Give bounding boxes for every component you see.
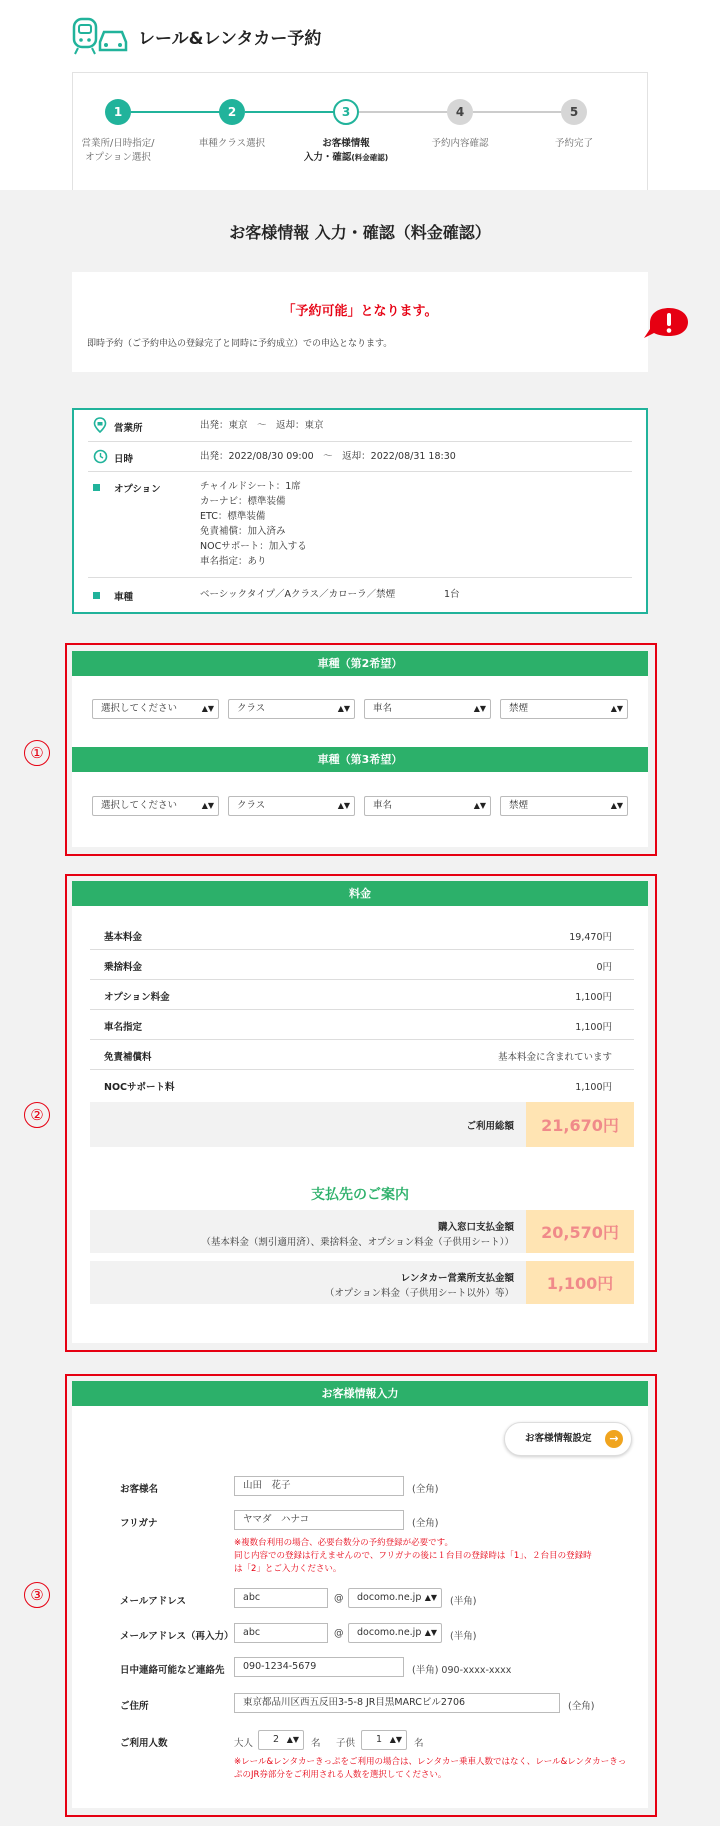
price-row-basic: 基本料金 19,470円: [90, 920, 634, 950]
map-pin-icon: [93, 417, 107, 433]
price-row-cdw: 免責補償料 基本料金に含まれています: [90, 1040, 634, 1070]
pay-office-label: レンタカー営業所支払金額: [400, 1273, 514, 1284]
step-1-circle: 1: [105, 99, 131, 125]
kana-label: フリガナ: [120, 1518, 158, 1529]
select-arrows-icon: ▲▼: [201, 704, 214, 713]
name-input[interactable]: 山田 花子: [234, 1476, 404, 1496]
people-label: ご利用人数: [120, 1738, 168, 1749]
pay-window-sub: （基本料金（割引適用済）、乗捨料金、オプション料金（子供用シート））: [201, 1237, 514, 1248]
total-label: ご利用総額: [466, 1121, 514, 1132]
reservation-summary: [72, 408, 648, 614]
marker-1: ①: [24, 740, 50, 766]
second-choice-heading: 車種（第2希望）: [72, 651, 648, 676]
marker-3: ③: [24, 1582, 50, 1608]
select-arrows-icon: ▲▼: [473, 801, 486, 810]
summary-row-options: [88, 472, 632, 578]
select-arrows-icon: ▲▼: [389, 1735, 402, 1744]
email2-at: @: [334, 1628, 344, 1639]
total-row: [90, 1102, 634, 1147]
step-connector: [359, 111, 459, 113]
third-choice-heading: 車種（第3希望）: [72, 747, 648, 772]
step-2-circle: 2: [219, 99, 245, 125]
kana-note: (全角): [412, 1518, 439, 1529]
select-arrows-icon: ▲▼: [610, 801, 623, 810]
step-connector: [245, 111, 345, 113]
address-label: ご住所: [120, 1701, 149, 1712]
total-value: 21,670円: [526, 1102, 634, 1147]
pay-window-label: 購入窓口支払金額: [437, 1222, 514, 1233]
square-bullet-icon: [93, 484, 100, 491]
price-row-carname: 車名指定 1,100円: [90, 1010, 634, 1040]
email2-domain-select[interactable]: docomo.ne.jp ▲▼: [348, 1623, 442, 1643]
step-1-label: 営業所/日時指定/ オプション選択: [81, 138, 155, 163]
select-arrows-icon: ▲▼: [286, 1735, 299, 1744]
select-arrows-icon: ▲▼: [337, 704, 350, 713]
adult-label: 大人: [234, 1738, 254, 1749]
train-car-logo-icon: [72, 16, 130, 56]
datetime-label: 日時: [114, 454, 134, 465]
page-title: お客様情報 入力・確認（料金確認）: [229, 223, 491, 242]
email2-note: (半角): [450, 1631, 477, 1642]
pay-window-value: 20,570円: [526, 1210, 634, 1253]
second-type-select[interactable]: 選択してください ▲▼: [92, 699, 219, 719]
address-note: (全角): [568, 1701, 595, 1712]
select-arrows-icon: ▲▼: [473, 704, 486, 713]
select-arrows-icon: ▲▼: [424, 1593, 437, 1602]
kana-warning: ※複数台利用の場合、必要台数分の予約登録が必要です。 同じ内容での登録は行えませんので、フリガナの後に１台目の登録時は「1」、２台目の登録時 は「2」とご入力ください。: [234, 1538, 592, 1574]
email-note: (半角): [450, 1596, 477, 1607]
progress-stepper: [72, 72, 648, 190]
address-input[interactable]: 東京都品川区西五反田3-5-8 JR目黒MARCビル2706: [234, 1693, 560, 1713]
kana-input[interactable]: ヤマダ ハナコ: [234, 1510, 404, 1530]
select-arrows-icon: ▲▼: [610, 704, 623, 713]
email2-user-input[interactable]: abc: [234, 1623, 328, 1643]
price-row-option: オプション料金 1,100円: [90, 980, 634, 1010]
child-label: 子供: [336, 1738, 356, 1749]
notice-heading: 「予約可能」となります。: [282, 304, 438, 319]
select-arrows-icon: ▲▼: [337, 801, 350, 810]
step-4-label: 予約内容確認: [431, 138, 489, 149]
pay-office-row: [90, 1261, 634, 1304]
name-note: (全角): [412, 1484, 439, 1495]
summary-row-datetime: [88, 442, 632, 472]
step-3-circle: 3: [333, 99, 359, 125]
office-value: 出発：東京 ～ 返却：東京: [200, 420, 324, 431]
datetime-value: 出発：2022/08/30 09:00 ～ 返却：2022/08/31 18:30: [200, 451, 456, 462]
phone-label: 日中連絡可能など連絡先: [120, 1665, 225, 1676]
payment-heading: 支払先のご案内: [311, 1187, 409, 1203]
office-label: 営業所: [114, 423, 143, 434]
email-domain-select[interactable]: docomo.ne.jp ▲▼: [348, 1588, 442, 1608]
price-heading: 料金: [72, 881, 648, 906]
adult-unit: 名: [311, 1738, 321, 1749]
phone-input[interactable]: 090-1234-5679: [234, 1657, 404, 1677]
summary-row-car: [88, 578, 632, 612]
step-connector: [131, 111, 231, 113]
people-warning: ※レール&レンタカーきっぷをご利用の場合は、レンタカー乗車人数ではなく、レール&レンタカーきっ ぷのJR券部分をご利用される人数を選択してください。: [234, 1757, 627, 1780]
customer-form-heading: お客様情報入力: [72, 1381, 648, 1406]
square-bullet-icon: [93, 592, 100, 599]
email-user-input[interactable]: abc: [234, 1588, 328, 1608]
select-arrows-icon: ▲▼: [201, 801, 214, 810]
car-value: ベーシックタイプ／Aクラス／カローラ／禁煙: [200, 589, 396, 600]
step-4-circle: 4: [447, 99, 473, 125]
third-name-select[interactable]: 車名 ▲▼: [364, 796, 491, 816]
arrow-right-icon: →: [605, 1430, 623, 1448]
step-5-circle: 5: [561, 99, 587, 125]
third-smoking-select[interactable]: 禁煙 ▲▼: [500, 796, 628, 816]
step-3-label: お客様情報 入力・確認(料金確認): [303, 138, 389, 163]
name-label: お客様名: [120, 1484, 159, 1495]
pay-window-row: [90, 1210, 634, 1253]
adult-count-select[interactable]: 2 ▲▼: [258, 1730, 304, 1750]
availability-notice: [72, 272, 648, 372]
second-name-select[interactable]: 車名 ▲▼: [364, 699, 491, 719]
third-type-select[interactable]: 選択してください ▲▼: [92, 796, 219, 816]
price-row-noc: NOCサポート料 1,100円: [104, 1082, 612, 1093]
options-label: オプション: [114, 484, 161, 495]
step-2-label: 車種クラス選択: [198, 138, 266, 149]
customer-settings-button[interactable]: お客様情報設定 →: [504, 1422, 632, 1456]
summary-row-office: [88, 410, 632, 442]
second-smoking-select[interactable]: 禁煙 ▲▼: [500, 699, 628, 719]
clock-icon: [93, 449, 108, 464]
email-at: @: [334, 1593, 344, 1604]
second-class-select[interactable]: クラス ▲▼: [228, 699, 355, 719]
car-label: 車種: [114, 592, 134, 603]
step-5-label: 予約完了: [554, 138, 593, 149]
child-unit: 名: [414, 1738, 424, 1749]
price-row-dropoff: 乗捨料金 0円: [90, 950, 634, 980]
exclamation-alert-icon: [642, 306, 690, 340]
app-title: レール&レンタカー予約: [138, 29, 322, 49]
third-class-select[interactable]: クラス ▲▼: [228, 796, 355, 816]
car-count: 1台: [444, 589, 460, 600]
pay-office-sub: （オプション料金（子供用シート以外）等）: [324, 1288, 514, 1299]
select-arrows-icon: ▲▼: [424, 1628, 437, 1637]
pay-office-value: 1,100円: [526, 1261, 634, 1304]
marker-2: ②: [24, 1102, 50, 1128]
options-values: チャイルドシート：1席 カーナビ：標準装備 ETC：標準装備 免責補償：加入済み NOCサポート：加入する 車名指定：あり: [200, 481, 307, 567]
step-connector: [473, 111, 573, 113]
phone-note: (半角) 090-xxxx-xxxx: [412, 1665, 512, 1676]
header: [0, 0, 720, 190]
email2-label: メールアドレス（再入力）: [120, 1631, 234, 1642]
email-label: メールアドレス: [120, 1596, 187, 1607]
child-count-select[interactable]: 1 ▲▼: [361, 1730, 407, 1750]
notice-text: 即時予約（ご予約申込の登録完了と同時に予約成立）での申込となります。: [87, 339, 393, 349]
